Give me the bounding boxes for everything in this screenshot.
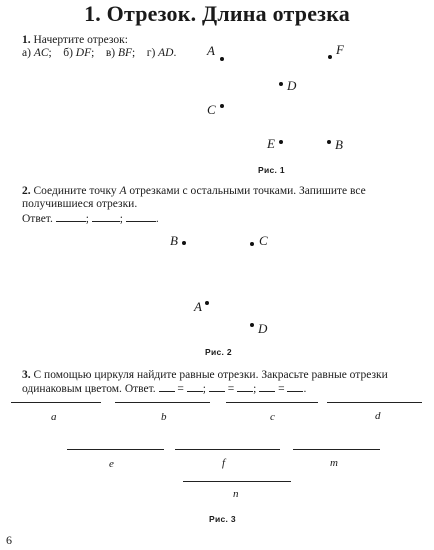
task1-text: Начертите отрезок: (33, 34, 128, 46)
fig2-label-b: B (170, 233, 178, 248)
fig2-point-d (250, 323, 254, 327)
fig1-point-e (279, 140, 283, 144)
answer-blank[interactable] (209, 382, 225, 392)
task2-answer-label: Ответ. (22, 213, 53, 225)
fig1-point-f (328, 55, 332, 59)
task1-options (22, 47, 176, 60)
segment-n (183, 481, 291, 482)
fig1-label-d: D (287, 78, 297, 93)
fig1-point-c (220, 104, 224, 108)
segment-f (175, 449, 280, 450)
task3-answer-blanks: = ; = ; = . (159, 383, 307, 395)
segment-d (327, 402, 422, 403)
task1-option-c: в) BF; (105, 47, 136, 59)
task2-answer: Ответ. ; ; . (22, 213, 159, 225)
answer-blank[interactable] (237, 382, 253, 392)
fig1-label-b: B (335, 137, 343, 152)
task1-option-b: б) DF; (63, 47, 95, 59)
segment-m (293, 449, 380, 450)
fig1-label-a: A (207, 43, 215, 58)
fig1-label-e: E (267, 136, 275, 151)
task1-option-a: а) AC; (22, 47, 52, 59)
answer-blank[interactable] (56, 212, 86, 222)
fig2-label-d: D (258, 321, 268, 336)
segment-n-label: n (233, 488, 239, 500)
answer-blank[interactable] (92, 212, 120, 222)
page-title: 1. Отрезок. Длина отрезка (84, 1, 350, 26)
segment-a-label: a (51, 411, 57, 423)
segment-c (226, 402, 318, 403)
page-number: 6 (6, 533, 12, 547)
segment-c-label: c (270, 411, 275, 423)
task3-text: С помощью циркуля найдите равные отрезки. Закрасьте равные отрезки одинаковым цветом. (22, 369, 388, 395)
fig2-label-a: A (194, 299, 202, 314)
answer-blank[interactable] (287, 382, 303, 392)
answer-blank[interactable] (259, 382, 275, 392)
task3-answer-label: Ответ. (124, 383, 156, 395)
task1-statement (22, 34, 128, 47)
answer-blank[interactable] (187, 382, 203, 392)
segment-m-label: m (330, 457, 338, 469)
segment-a (11, 402, 101, 403)
task2-statement: 2. Соедините точку A отрезками с остальными точками. Запишите все получившиеся отрезки. (22, 185, 366, 210)
fig1-label-c: C (207, 102, 216, 117)
fig1-point-d (279, 82, 283, 86)
fig1-point-b (327, 140, 331, 144)
fig2-label-c: C (259, 233, 268, 248)
fig2-point-c (250, 242, 254, 246)
fig3-caption: Рис. 3 (209, 514, 236, 524)
segment-f-label: f (222, 457, 226, 469)
segment-d-label: d (375, 410, 381, 422)
segment-b-label: b (161, 411, 167, 423)
fig1-label-f: F (336, 42, 344, 57)
fig2-point-a (205, 301, 209, 305)
answer-blank[interactable] (126, 212, 156, 222)
task1-option-d: г) AD. (146, 47, 177, 59)
segment-b (115, 402, 210, 403)
task2-number: 2. (22, 185, 31, 197)
segment-e-label: e (109, 458, 114, 470)
fig2-point-b (182, 241, 186, 245)
task3-number: 3. (22, 369, 31, 381)
answer-blank[interactable] (159, 382, 175, 392)
task3-statement (22, 369, 426, 396)
fig1-caption: Рис. 1 (258, 165, 285, 175)
fig2-caption: Рис. 2 (205, 347, 232, 357)
segment-e (67, 449, 164, 450)
fig1-point-a (220, 57, 224, 61)
task1-number: 1. (22, 34, 31, 46)
